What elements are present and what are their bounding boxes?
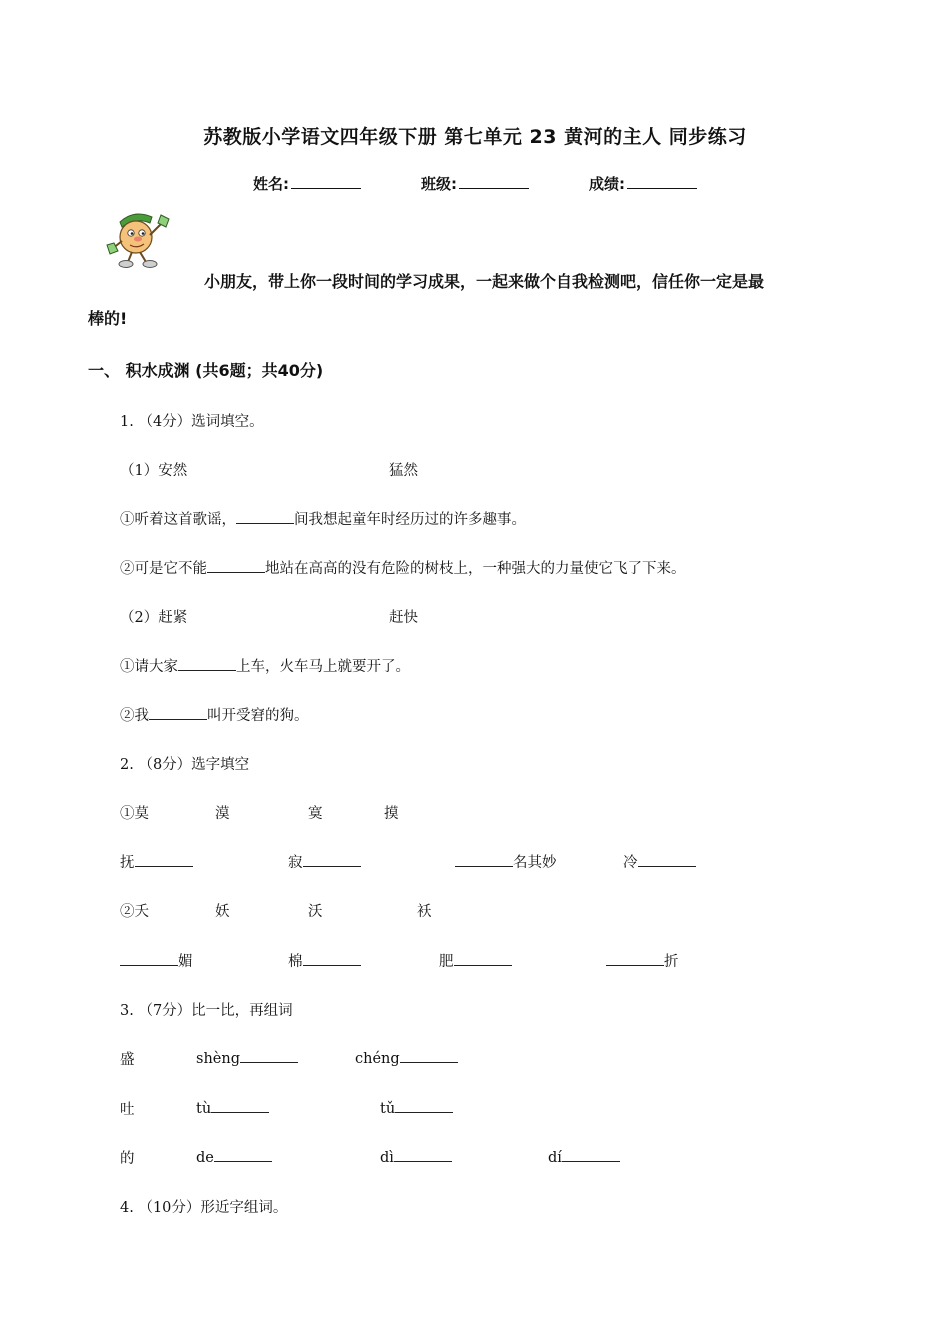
answer-blank[interactable] [178, 656, 236, 671]
q2-group2-char: 袄 [417, 904, 432, 920]
q2-group2-item [606, 950, 679, 971]
answer-blank[interactable] [606, 951, 664, 966]
item-text: 寂 [288, 855, 303, 871]
class-label: 班级: [421, 175, 457, 193]
class-field [421, 172, 529, 194]
q3-pinyin-item [355, 1048, 458, 1067]
intro-line-1: 小朋友，带上你一段时间的学习成果，一起来做个自我检测吧，信任你一定是最 [204, 272, 765, 291]
q2-group1-char: ①莫 [120, 806, 149, 822]
item-text: 冷 [623, 855, 638, 871]
answer-blank[interactable] [236, 509, 294, 524]
score-label: 成绩: [589, 175, 625, 193]
answer-blank[interactable] [207, 558, 265, 573]
name-label: 姓名: [253, 175, 289, 193]
q2-heading: 2. （8分）选字填空 [120, 757, 250, 773]
q1-part1-word2: 猛然 [389, 463, 418, 479]
q2-group2-item [288, 950, 361, 971]
q2-group1-item [288, 851, 361, 872]
q3-pinyin-item [196, 1048, 298, 1067]
answer-blank[interactable] [149, 705, 207, 720]
answer-blank[interactable] [562, 1147, 620, 1162]
q4-heading: 4. （10分）形近字组词。 [120, 1200, 288, 1216]
answer-blank[interactable] [240, 1048, 298, 1063]
answer-blank[interactable] [303, 852, 361, 867]
q2-group2-char: ②夭 [120, 904, 149, 920]
q2-group1-item [455, 851, 557, 872]
q3-char: 吐 [120, 1102, 135, 1118]
name-field [253, 172, 361, 194]
item-text: 肥 [439, 954, 454, 970]
q3-pinyin-item [380, 1098, 453, 1117]
answer-blank[interactable] [454, 951, 512, 966]
class-blank[interactable] [459, 172, 529, 189]
q2-group1-char: 摸 [384, 806, 399, 822]
section-1-title: 一、 积水成渊 (共6题；共40分) [88, 361, 324, 380]
pinyin-text: dí [548, 1150, 562, 1166]
pinyin-text: chéng [355, 1051, 400, 1067]
q1-part2-sentence1 [120, 655, 410, 676]
q3-pinyin-item [196, 1098, 269, 1117]
sentence-text: 叫开受窘的狗。 [207, 708, 309, 724]
pinyin-text: shèng [196, 1051, 240, 1067]
q1-heading: 1. （4分）选词填空。 [120, 414, 264, 430]
q1-part2-sentence2 [120, 704, 309, 725]
item-text: 媚 [178, 954, 193, 970]
item-text: 抚 [120, 855, 135, 871]
intro-line-2: 棒的! [88, 309, 128, 328]
q1-part1-word1: （1）安然 [120, 463, 188, 479]
pinyin-text: de [196, 1150, 214, 1166]
score-blank[interactable] [627, 172, 697, 189]
sentence-text: ①请大家 [120, 659, 178, 675]
sentence-text: ②可是它不能 [120, 561, 207, 577]
answer-blank[interactable] [120, 951, 178, 966]
answer-blank[interactable] [638, 852, 696, 867]
answer-blank[interactable] [214, 1147, 272, 1162]
q2-group1-char: 漠 [215, 806, 230, 822]
item-text: 棉 [288, 954, 303, 970]
q1-part2-word2: 赶快 [389, 610, 418, 626]
score-field [589, 172, 697, 194]
sentence-text: ①听着这首歌谣， [120, 512, 236, 528]
q3-pinyin-item [196, 1147, 272, 1166]
q2-group1-item [623, 851, 696, 872]
q3-pinyin-item [548, 1147, 620, 1166]
q3-char: 盛 [120, 1052, 135, 1068]
pinyin-text: dì [380, 1150, 394, 1166]
pinyin-text: tǔ [380, 1101, 396, 1117]
mascot-cartoon-icon [106, 205, 186, 271]
sentence-text: 间我想起童年时经历过的许多趣事。 [294, 512, 526, 528]
pinyin-text: tù [196, 1101, 212, 1117]
answer-blank[interactable] [395, 1098, 453, 1113]
q3-pinyin-item [380, 1147, 452, 1166]
answer-blank[interactable] [135, 852, 193, 867]
sentence-text: ②我 [120, 708, 149, 724]
answer-blank[interactable] [455, 852, 513, 867]
answer-blank[interactable] [400, 1048, 458, 1063]
name-blank[interactable] [291, 172, 361, 189]
q3-heading: 3. （7分）比一比，再组词 [120, 1003, 293, 1019]
answer-blank[interactable] [211, 1098, 269, 1113]
q1-part1-sentence1 [120, 508, 526, 529]
q1-part1-sentence2 [120, 557, 686, 578]
q2-group2-item [120, 950, 193, 971]
q3-char: 的 [120, 1151, 135, 1167]
q2-group2-char: 沃 [308, 904, 323, 920]
page-title: 苏教版小学语文四年级下册 第七单元 23 黄河的主人 同步练习 [203, 126, 747, 148]
q2-group1-char: 寞 [308, 806, 323, 822]
answer-blank[interactable] [394, 1147, 452, 1162]
item-text: 折 [664, 954, 679, 970]
q2-group2-item [439, 950, 512, 971]
item-text: 名其妙 [513, 855, 557, 871]
sentence-text: 上车，火车马上就要开了。 [236, 659, 410, 675]
sentence-text: 地站在高高的没有危险的树枝上，一种强大的力量使它飞了下来。 [265, 561, 686, 577]
answer-blank[interactable] [303, 951, 361, 966]
q2-group2-char: 妖 [215, 904, 230, 920]
q2-group1-item [120, 851, 193, 872]
q1-part2-word1: （2）赶紧 [120, 610, 188, 626]
